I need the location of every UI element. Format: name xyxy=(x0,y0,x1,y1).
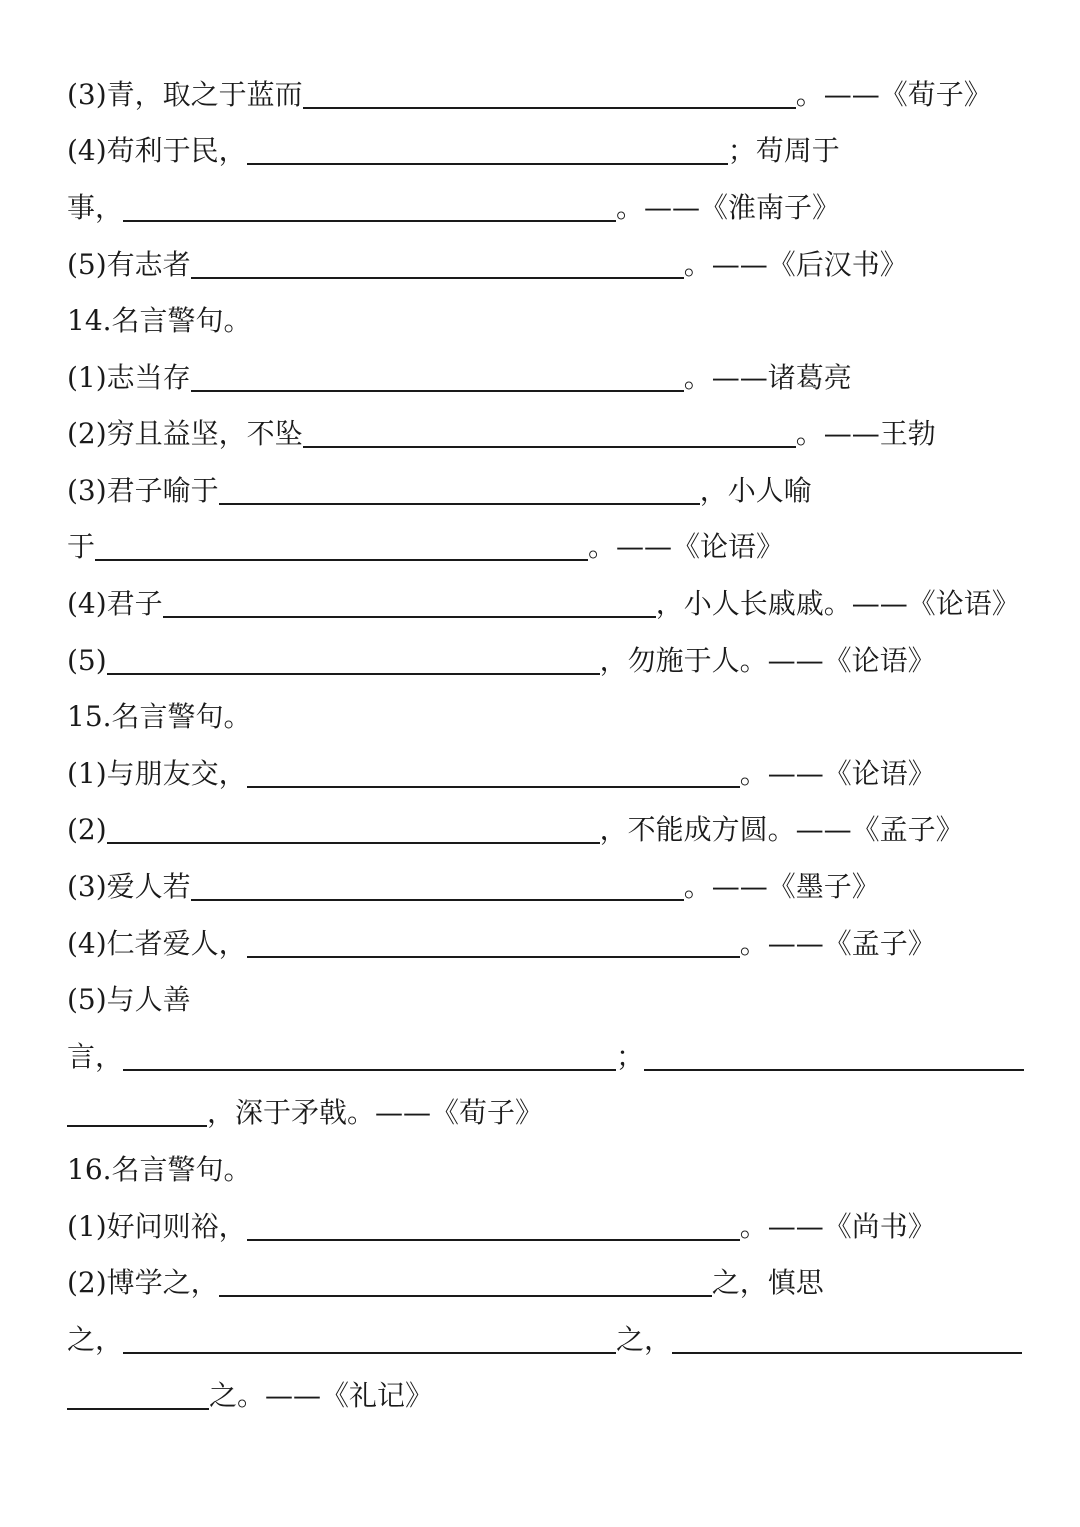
source-text: ，深于矛戟。——《荀子》 xyxy=(207,1096,544,1129)
q16-item2-cont2 xyxy=(67,1376,433,1416)
answer-blank[interactable] xyxy=(247,956,740,958)
source-text: 。——《墨子》 xyxy=(683,870,880,903)
item-number: (4) xyxy=(67,134,107,167)
prompt-text: ，小人喻 xyxy=(699,474,812,507)
answer-blank[interactable] xyxy=(123,220,616,222)
item-number: (1) xyxy=(67,361,107,394)
item-number: (1) xyxy=(67,757,107,790)
prompt-text: 君子 xyxy=(106,587,163,620)
q15-item3 xyxy=(67,867,880,907)
item-number: (3) xyxy=(67,474,107,507)
q16-heading xyxy=(67,1150,252,1190)
answer-blank[interactable] xyxy=(191,390,684,392)
q13-item4 xyxy=(67,131,840,171)
prompt-text: 之，慎思 xyxy=(711,1266,824,1299)
prompt-text: 之， xyxy=(67,1323,124,1356)
source-text: ，不能成方圆。——《孟子》 xyxy=(599,813,964,846)
q15-item4 xyxy=(67,924,936,964)
q16-item1 xyxy=(67,1207,936,1247)
prompt-text: 与人善 xyxy=(106,983,191,1016)
item-number: (2) xyxy=(67,813,107,846)
q14-item3-cont xyxy=(67,527,784,567)
answer-blank[interactable] xyxy=(672,1352,1022,1354)
answer-blank[interactable] xyxy=(107,673,600,675)
prompt-text: 与朋友交， xyxy=(106,757,247,790)
item-number: (3) xyxy=(67,78,107,111)
q15-heading xyxy=(67,697,252,737)
source-text: 之。——《礼记》 xyxy=(209,1379,434,1412)
item-number: (2) xyxy=(67,417,107,450)
answer-blank[interactable] xyxy=(123,1352,616,1354)
item-number: (5) xyxy=(67,983,107,1016)
prompt-text: ； xyxy=(616,1040,645,1073)
source-text: 。——《荀子》 xyxy=(795,78,992,111)
q14-item5 xyxy=(67,641,936,681)
source-text: 。——《尚书》 xyxy=(739,1210,936,1243)
item-number: (4) xyxy=(67,927,107,960)
prompt-text: 事， xyxy=(67,191,124,224)
prompt-text: 于 xyxy=(67,530,96,563)
answer-blank[interactable] xyxy=(219,503,700,505)
source-text: 。——《论语》 xyxy=(739,757,936,790)
item-number: (5) xyxy=(67,644,107,677)
q15-item2 xyxy=(67,810,964,850)
question-heading: 16.名言警句。 xyxy=(67,1153,252,1186)
answer-blank[interactable] xyxy=(644,1069,1024,1071)
q16-item2-cont xyxy=(67,1320,1022,1360)
answer-blank[interactable] xyxy=(95,559,588,561)
source-text: 。——王勃 xyxy=(795,417,936,450)
q13-item3 xyxy=(67,75,992,115)
q15-item5 xyxy=(67,980,191,1020)
prompt-text: 青，取之于蓝而 xyxy=(106,78,303,111)
item-number: (4) xyxy=(67,587,107,620)
answer-blank[interactable] xyxy=(191,899,684,901)
prompt-text: 博学之， xyxy=(106,1266,219,1299)
answer-blank[interactable] xyxy=(219,1295,712,1297)
prompt-text: 苟利于民， xyxy=(106,134,247,167)
prompt-text: 君子喻于 xyxy=(106,474,219,507)
answer-blank[interactable] xyxy=(191,277,684,279)
answer-blank[interactable] xyxy=(247,1239,740,1241)
item-number: (1) xyxy=(67,1210,107,1243)
prompt-text: 好问则裕， xyxy=(106,1210,247,1243)
answer-blank[interactable] xyxy=(67,1408,209,1410)
source-text: ，勿施于人。——《论语》 xyxy=(599,644,936,677)
q14-item2 xyxy=(67,414,936,454)
answer-blank[interactable] xyxy=(123,1069,616,1071)
answer-blank[interactable] xyxy=(303,446,796,448)
answer-blank[interactable] xyxy=(163,616,656,618)
source-text: 。——诸葛亮 xyxy=(683,361,852,394)
q13-item4-cont xyxy=(67,188,840,228)
q15-item5-cont xyxy=(67,1037,1024,1077)
source-text: 。——《孟子》 xyxy=(739,927,936,960)
question-heading: 14.名言警句。 xyxy=(67,304,252,337)
prompt-text: 有志者 xyxy=(106,248,191,281)
prompt-text: 爱人若 xyxy=(106,870,191,903)
prompt-text: 言， xyxy=(67,1040,124,1073)
answer-blank[interactable] xyxy=(303,107,796,109)
answer-blank[interactable] xyxy=(67,1125,207,1127)
prompt-text: 之， xyxy=(616,1323,673,1356)
prompt-text: ；苟周于 xyxy=(727,134,840,167)
prompt-text: 仁者爱人， xyxy=(106,927,247,960)
question-heading: 15.名言警句。 xyxy=(67,700,252,733)
item-number: (2) xyxy=(67,1266,107,1299)
q14-item1 xyxy=(67,358,852,398)
q14-heading xyxy=(67,301,252,341)
q14-item4 xyxy=(67,584,1020,624)
q16-item2 xyxy=(67,1263,824,1303)
q15-item1 xyxy=(67,754,936,794)
item-number: (3) xyxy=(67,870,107,903)
item-number: (5) xyxy=(67,248,107,281)
q13-item5 xyxy=(67,245,908,285)
answer-blank[interactable] xyxy=(247,786,740,788)
source-text: 。——《论语》 xyxy=(588,530,785,563)
q15-item5-cont2 xyxy=(67,1093,543,1133)
q14-item3 xyxy=(67,471,812,511)
prompt-text: 志当存 xyxy=(106,361,191,394)
source-text: 。——《淮南子》 xyxy=(616,191,841,224)
prompt-text: 穷且益坚，不坠 xyxy=(106,417,303,450)
source-text: 。——《后汉书》 xyxy=(683,248,908,281)
answer-blank[interactable] xyxy=(107,842,600,844)
source-text: ，小人长戚戚。——《论语》 xyxy=(655,587,1020,620)
answer-blank[interactable] xyxy=(247,163,728,165)
